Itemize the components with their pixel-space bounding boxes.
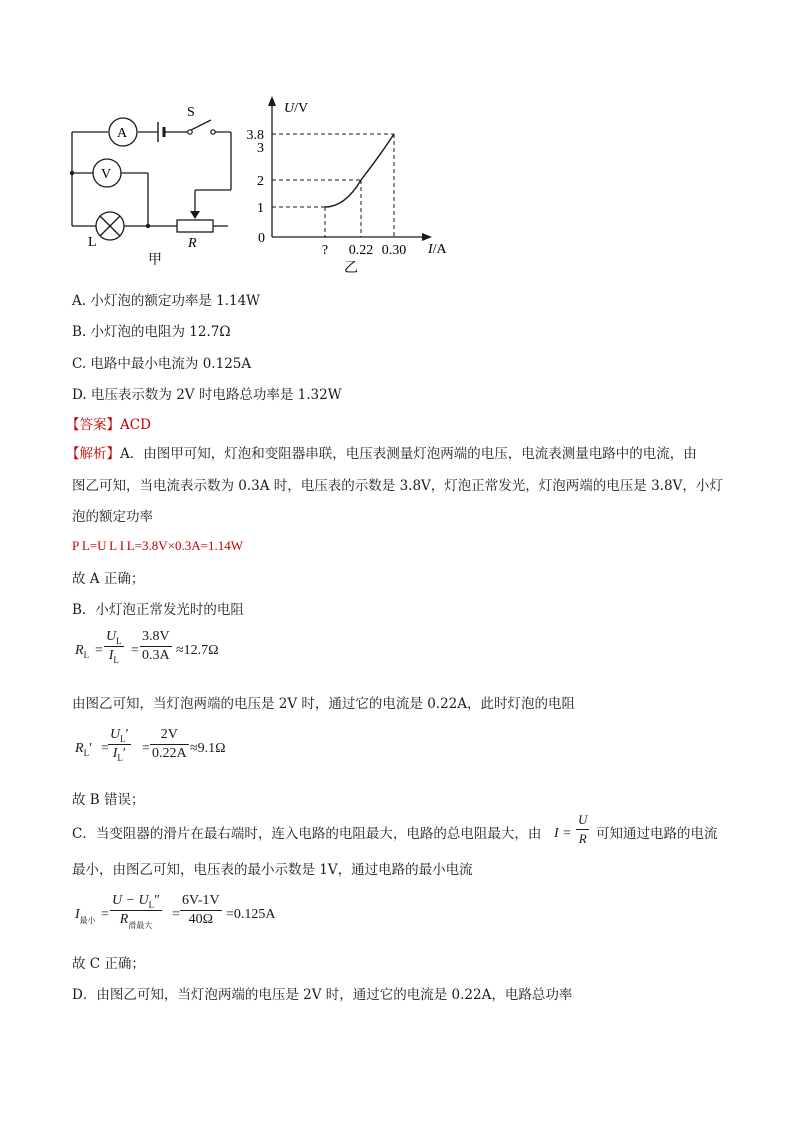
- answer-line: [66, 413, 151, 433]
- analysis-c-line1-post: 可知通过电路的电流: [596, 826, 718, 842]
- x-axis-label: I/A: [428, 242, 447, 257]
- y-axis-arrow: [268, 96, 276, 106]
- x-tick-label: 0.30: [381, 243, 407, 258]
- junction-dot: [146, 224, 150, 228]
- graph-origin-label: 0: [258, 231, 265, 246]
- analysis-b-conclusion: 故 B 错误；: [72, 792, 145, 808]
- ui-curve: [325, 134, 394, 207]
- rheostat-label: R: [188, 236, 197, 251]
- voltmeter-label: V: [101, 167, 112, 182]
- analysis-c-line1-pre: C．当变阻器的滑片在最右端时，连入电路的电阻最大，电路的总电阻最大，由: [72, 826, 542, 842]
- analysis-a-line2: 图乙可知，当电流表示数为 0.3A 时，电压表的示数是 3.8V，灯泡正常发光，灯泡两端的电压是 3.8V，小灯: [72, 478, 723, 494]
- analysis-a-formula: P L=U L I L=3.8V×0.3A=1.14W: [72, 538, 243, 553]
- analysis-b-line2: 由图乙可知，当灯泡两端的电压是 2V 时，通过它的电流是 0.22A，此时灯泡的电阻: [72, 696, 576, 712]
- answer-value: ACD: [120, 417, 151, 433]
- figure: [60, 92, 480, 282]
- analysis-tag: 【解析】: [66, 446, 120, 462]
- ohm-law-lhs: I =: [554, 826, 572, 841]
- ohm-law-fraction: $\frac{U}{R}$: [578, 812, 588, 846]
- lamp-symbol: [96, 212, 124, 240]
- circuit-caption: 甲: [148, 252, 162, 268]
- graph-axes: [272, 102, 426, 237]
- option-c: C. 电路中最小电流为 0.125A: [72, 356, 252, 372]
- analysis-a-line3: 泡的额定功率: [72, 509, 153, 525]
- x-tick-label: ?: [321, 243, 329, 258]
- y-axis-label: U/V: [284, 101, 309, 116]
- battery-symbol: [158, 122, 164, 142]
- analysis-a-line1: 【解析】A．由图甲可知，灯泡和变阻器串联，电压表测量灯泡两端的电压，电流表测量电路中的电流，由: [66, 446, 697, 462]
- switch-contact: [188, 130, 192, 134]
- graph-plot: [247, 128, 407, 258]
- analysis-b-intro: B．小灯泡正常发光时的电阻: [72, 602, 244, 618]
- switch-contact: [211, 130, 215, 134]
- analysis-a-conclusion: 故 A 正确；: [72, 571, 145, 587]
- answer-tag: 【答案】: [66, 417, 120, 433]
- ammeter-label: A: [117, 126, 128, 141]
- lamp-label: L: [88, 235, 97, 250]
- y-tick-label: 3: [257, 141, 264, 156]
- rheostat-slider-arrow: [190, 211, 200, 219]
- switch-label: S: [187, 105, 195, 120]
- analysis-d-line1: D．由图乙可知，当灯泡两端的电压是 2V 时，通过它的电流是 0.22A，电路总功率: [72, 987, 573, 1003]
- x-axis-arrow: [422, 233, 432, 241]
- option-a: A. 小灯泡的额定功率是 1.14W: [72, 293, 261, 309]
- y-tick-label: 1: [257, 201, 264, 216]
- x-tick-label: 0.22: [348, 243, 374, 258]
- option-d: D. 电压表示数为 2V 时电路总功率是 1.32W: [72, 387, 342, 403]
- junction-dot: [70, 171, 74, 175]
- option-b: B. 小灯泡的电阻为 12.7Ω: [72, 324, 231, 340]
- analysis-c-line2: 最小，由图乙可知，电压表的最小示数是 1V，通过电路的最小电流: [72, 862, 473, 878]
- y-tick-label: 2: [257, 174, 264, 189]
- graph-caption: 乙: [344, 260, 358, 276]
- y-tick-label: 3.8: [246, 128, 264, 143]
- analysis-c-conclusion: 故 C 正确；: [72, 956, 145, 972]
- rheostat-symbol: [177, 220, 213, 232]
